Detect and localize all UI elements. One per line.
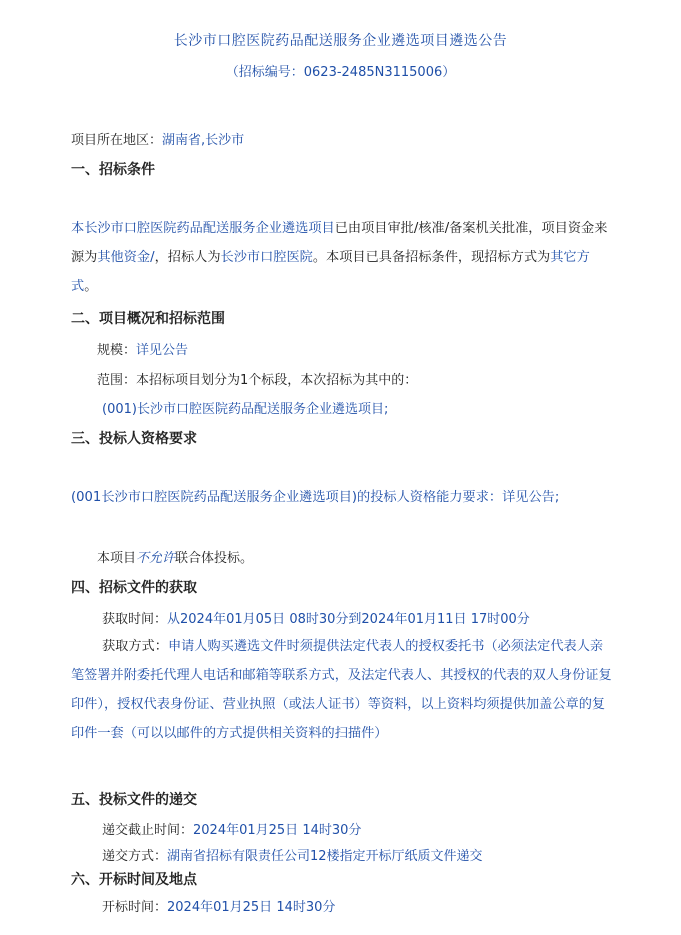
obtain-method-paragraph: 获取方式：申请人购买遴选文件时须提供法定代表人的授权委托书（必须法定代表人亲笔签署并附委托代理人电话和邮箱等联系方式，及法定代表人、其授权的代表的双人身份证复印件），授权代表身份证、营业执照（或法人证书）等资料，以上资料均须提供加盖公章的复印件一套（可以以邮件的方式提供相关资料的扫描件） [71,639,612,741]
region-label: 项目所在地区： [71,133,163,148]
section-heading-4: 四、招标文件的获取 [71,580,197,596]
section-heading-3: 三、投标人资格要求 [71,431,197,447]
section-heading-1: 一、招标条件 [71,162,155,178]
opening-time-row: 开标时间：2024年01月25日 14时30分 [102,900,336,915]
submit-method-row: 递交方式：湖南省招标有限责任公司12楼指定开标厅纸质文件递交 [102,849,483,864]
obtain-time-row: 获取时间：从2024年01月05日 08时30分到2024年01月11日 17时00分 [102,612,530,627]
qualification-requirement: (001长沙市口腔医院药品配送服务企业遴选项目)的投标人资格能力要求：详见公告; [71,490,560,505]
tender-number: （招标编号：0623-2485N3115006） [225,65,456,80]
region-row [71,129,244,148]
consortium-row: 本项目不允许联合体投标。 [97,551,254,566]
scope-row: 范围：本招标项目划分为1个标段，本次招标为其中的： [97,373,418,388]
section-heading-2: 二、项目概况和招标范围 [71,311,225,327]
lot-row: (001)长沙市口腔医院药品配送服务企业遴选项目; [102,402,389,417]
section-heading-5: 五、投标文件的递交 [71,792,197,808]
notice-title: 长沙市口腔医院药品配送服务企业遴选项目遴选公告 [173,33,508,49]
deadline-row: 递交截止时间：2024年01月25日 14时30分 [102,823,362,838]
region-value: 湖南省,长沙市 [162,133,245,148]
section-heading-6: 六、开标时间及地点 [71,872,197,888]
section1-paragraph: 本长沙市口腔医院药品配送服务企业遴选项目已由项目审批/核准/备案机关批准，项目资金来源为其他资金/，招标人为长沙市口腔医院。本项目已具备招标条件，现招标方式为其它方式。 [71,221,608,294]
scale-row: 规模：详见公告 [97,343,189,358]
